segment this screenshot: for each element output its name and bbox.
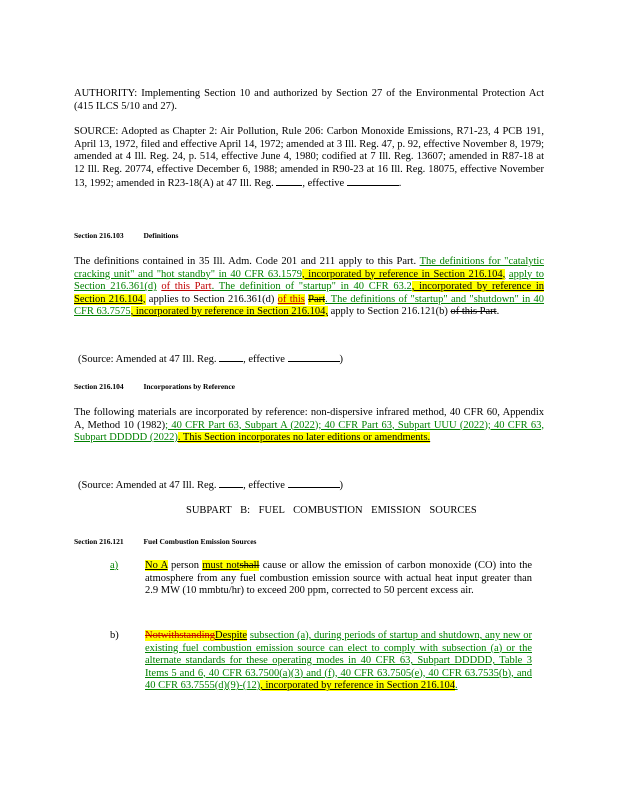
inserted-highlight: must not [202,560,240,571]
section-title: Fuel Combustion Emission Sources [143,537,257,546]
section-number: Section 216.121 [74,537,124,546]
section-216-103-heading [74,230,178,243]
inserted-highlight: , incorporated by reference in Section 216.104, [130,306,328,317]
section-number: Section 216.103 [74,231,124,240]
source-note-end: ) [339,354,344,365]
source-text: SOURCE: Adopted as Chapter 2: Air Pollution, Rule 206: Carbon Monoxide Emissions, R71-23, 4 PCB 191, April 13, 1972, filed and effective April 14, 1972; amended at 3 Ill. Reg. 47, p. 92, effective November 8, 1979; amended at 4 Ill. Reg. 24, p. 514, effective June 4, 1980; codified at 7 Ill. Reg. 13607; amended in R87-18 at 12 Ill. Reg. 20774, effective December 6, 1988; amended in R90-23 at 16 Ill. Reg. 18075, effective November 13, 1992; amended in R23-18(A) at 47 Ill. Reg. [74,126,544,189]
deleted-text: of this Part [450,306,497,317]
deleted-text: Notwithstanding [145,630,215,641]
inserted-highlight: of this [277,293,305,305]
inserted-text: . [454,680,458,691]
section-title: Incorporations by Reference [143,382,235,391]
subsection-text: cause or allow the emission of carbon monoxide (CO) into the atmosphere from any fuel combustion emission source with actual heat input greater than 2.9 MW (10 mmbtu/hr) to exceed 200 ppm, corrected to 50 percent excess air. [145,560,533,596]
incorporations-paragraph [74,407,544,445]
reg-blank [219,478,243,488]
inserted-highlight: , incorporated by reference in Section 216.104, [74,281,544,305]
source-note-effective: , effective [243,354,285,365]
source-note-effective: , effective [243,480,285,491]
inserted-text: The definitions for "catalytic cracking unit" and "hot standby" in 40 CFR 63.1579 [74,256,545,280]
effective-blank [288,478,340,488]
inserted-highlight: , incorporated by reference in Section 216.104, [302,268,506,280]
reg-blank [276,176,302,186]
definitions-paragraph [74,256,544,319]
effective-blank [288,352,340,362]
inserted-highlight: . This Section incorporates no later editions or amendments. [177,432,431,443]
deleted-text: Part [308,293,326,305]
source-effective: , effective [302,178,345,189]
source-note-text: (Source: Amended at 47 Ill. Reg. [78,354,217,365]
inserted-text: ; 40 CFR Part 63, Subpart A (2022); 40 CFR Part 63, Subpart UUU (2022); 40 CFR 63, Subpart DDDDD (2022) [74,419,544,443]
source-note-end: ) [339,480,344,491]
inserted-highlight: No A [145,560,168,571]
inserted-text: . The definitions of "startup" and "shutdown" in 40 CFR 63.7575 [74,293,545,317]
subsection-a-text [145,560,532,598]
subsection-b-label: b) [110,630,119,641]
subpart-heading: SUBPART B: FUEL COMBUSTION EMISSION SOURCES [186,505,477,516]
inserted-highlight: , incorporated by reference in Section 216.104 [260,680,455,691]
subsection-b-text [145,630,532,693]
section-216-121-heading [74,536,256,549]
inserted-text: of this Part [161,281,212,292]
incorporations-text: The following materials are incorporated by reference: non-dispersive infrared method, 40 CFR 60, Appendix A, Method 10 (1982) [74,407,544,431]
source-end: . [398,178,402,189]
section-216-104-heading [74,381,235,394]
inserted-text: apply to Section 216.361(d) [74,268,545,292]
source-note-text: (Source: Amended at 47 Ill. Reg. [78,480,217,491]
subsection-a-label: a) [110,560,119,571]
effective-blank [347,176,399,186]
section-104-source-note [78,478,548,493]
definitions-text: The definitions contained in 35 Ill. Adm. Code 201 and 211 apply to this Part. [74,256,417,267]
authority-text: AUTHORITY: Implementing Section 10 and authorized by Section 27 of the Environmental Protection Act (415 ILCS 5/10 and 27). [74,88,544,112]
inserted-text: . The definition of "startup" in 40 CFR 63.2 [211,281,412,292]
deleted-text: shall [239,560,260,571]
inserted-text: subsection (a), during periods of startup and shutdown, any new or existing fuel combustion emission source can elect to comply with subsection (a) or the alternate standards for these operating modes in 40 CFR 63, Subpart DDDDD, Table 3 Items 5 and 6, 40 CFR 63.7500(a)(3) and (f), 40 CFR 63.7505(e), 40 CFR 63.7535(b), and 40 CFR 63.7555(d)(9)-(12) [145,630,533,691]
subsection-text: person [171,560,199,571]
definitions-end: . [496,306,500,317]
section-title: Definitions [143,231,179,240]
reg-blank [219,352,243,362]
source-paragraph [74,126,544,191]
section-number: Section 216.104 [74,382,124,391]
definitions-text: apply to Section 216.121(b) [330,306,448,317]
definitions-text: applies to Section 216.361(d) [148,293,275,305]
section-103-source-note [78,352,548,367]
authority-paragraph [74,88,544,113]
inserted-highlight: Despite [215,630,248,641]
